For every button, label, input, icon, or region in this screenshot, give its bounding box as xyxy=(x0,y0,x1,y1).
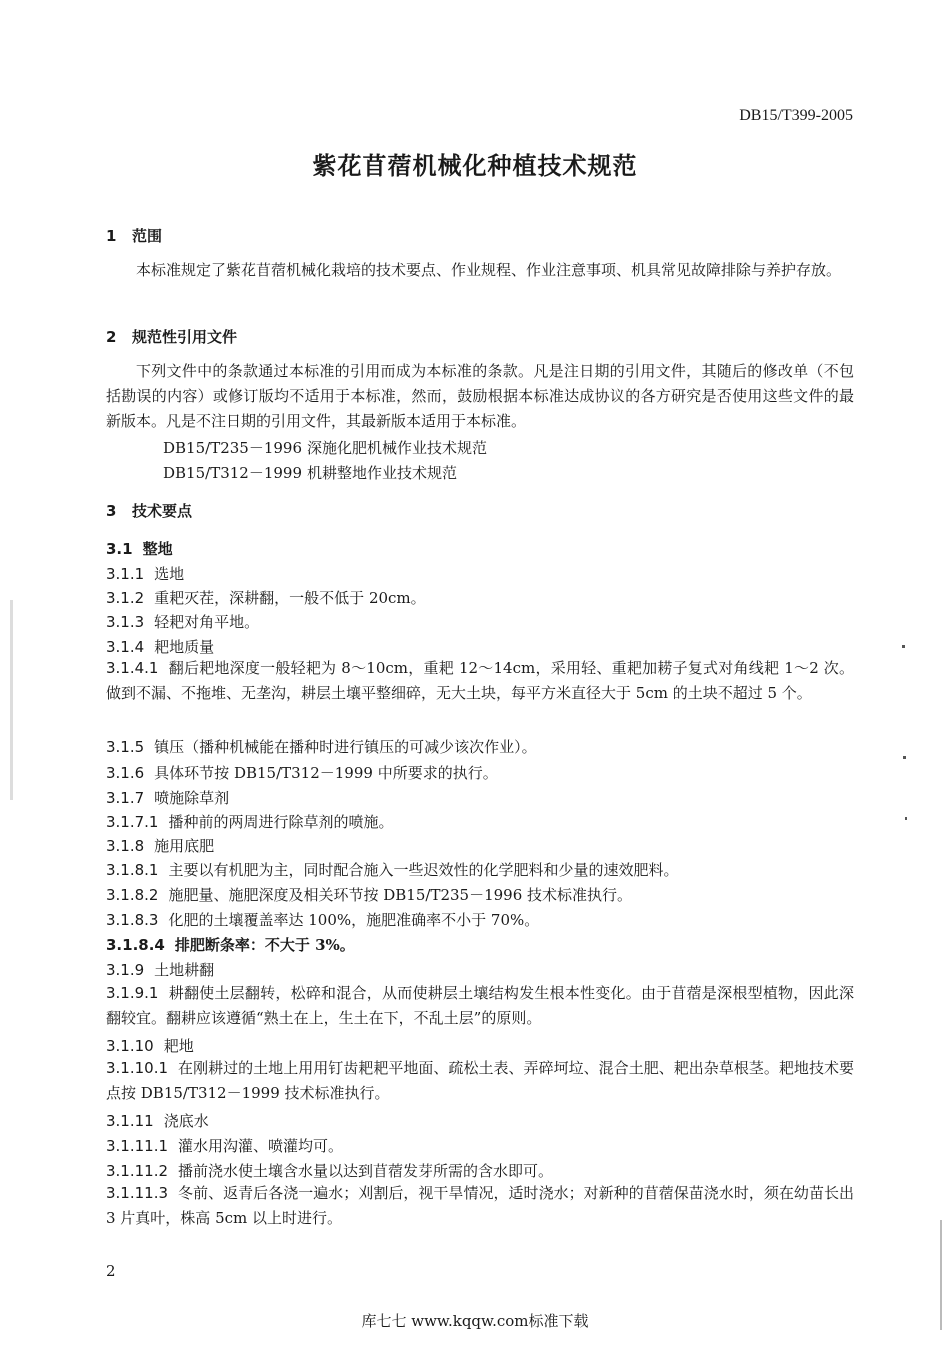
clause-text: 耙地质量 xyxy=(154,638,215,656)
clause-text: 整地 xyxy=(142,540,173,558)
clause-3-1-3 xyxy=(106,611,259,632)
clause-number: 3.1.10 xyxy=(106,1037,154,1055)
section-3-heading xyxy=(106,500,192,521)
clause-number: 3.1.3 xyxy=(106,613,145,631)
section-number: 1 xyxy=(106,227,117,245)
clause-3-1-9-1 xyxy=(106,981,854,1031)
clause-number: 3.1.8.4 xyxy=(106,936,165,954)
document-title: 紫花苜蓿机械化种植技术规范 xyxy=(312,152,638,180)
clause-3-1-8-1 xyxy=(106,859,679,880)
clause-text: 播前浇水使土壤含水量以达到苜蓿发芽所需的含水即可。 xyxy=(178,1162,554,1180)
clause-text: 具体环节按 DB15/T312－1999 中所要求的执行。 xyxy=(154,764,498,782)
clause-text: 排肥断条率：不大于 3%。 xyxy=(174,936,355,954)
clause-text: 施肥量、施肥深度及相关环节按 DB15/T235－1996 技术标准执行。 xyxy=(168,886,633,904)
clause-3-1-2 xyxy=(106,587,426,608)
clause-number: 3.1.2 xyxy=(106,589,145,607)
clause-number: 3.1.9.1 xyxy=(106,984,159,1002)
section-1-text: 本标准规定了紫花苜蓿机械化栽培的技术要点、作业规程、作业注意事项、机具常见故障排除与养护存放。 xyxy=(136,261,842,279)
reference-title: 机耕整地作业技术规范 xyxy=(307,464,458,482)
clause-number: 3.1.5 xyxy=(106,738,145,756)
clause-3-1-10 xyxy=(106,1035,194,1056)
scan-edge-line xyxy=(940,1220,942,1330)
scan-speck xyxy=(902,645,905,648)
clause-number: 3.1.6 xyxy=(106,764,145,782)
clause-text: 主要以有机肥为主，同时配合施入一些迟效性的化学肥料和少量的速效肥料。 xyxy=(168,861,679,879)
section-2-text: 下列文件中的条款通过本标准的引用而成为本标准的条款。凡是注日期的引用文件，其随后的修改单（不包括勘误的内容）或修订版均不适用于本标准，然而，鼓励根据本标准达成协议的各方研究是否使用这些文件的最新版本。凡是不注日期的引用文件，其最新版本适用于本标准。 xyxy=(106,362,854,430)
section-number: 2 xyxy=(106,328,117,346)
clause-text: 耕翻使土层翻转，松碎和混合，从而使耕层土壤结构发生根本性变化。由于苜蓿是深根型植物，因此深翻较宜。翻耕应该遵循“熟土在上，生土在下，不乱土层”的原则。 xyxy=(106,984,854,1027)
clause-3-1-11 xyxy=(106,1110,209,1131)
page-number: 2 xyxy=(106,1262,116,1280)
scan-speck xyxy=(903,756,906,759)
clause-number: 3.1.11 xyxy=(106,1112,154,1130)
clause-number: 3.1.7 xyxy=(106,789,145,807)
clause-number: 3.1.4.1 xyxy=(106,659,159,677)
reference-title: 深施化肥机械作业技术规范 xyxy=(307,439,488,457)
normative-reference xyxy=(163,437,487,458)
clause-3-1-11-2 xyxy=(106,1160,553,1181)
clause-text: 播种前的两周进行除草剂的喷施。 xyxy=(168,813,394,831)
clause-3-1 xyxy=(106,538,173,559)
clause-text: 镇压（播种机械能在播种时进行镇压的可减少该次作业）。 xyxy=(154,738,537,756)
reference-code: DB15/T235－1996 xyxy=(163,439,302,457)
clause-number: 3.1.7.1 xyxy=(106,813,159,831)
clause-3-1-7-1 xyxy=(106,811,394,832)
clause-3-1-4 xyxy=(106,636,214,657)
clause-number: 3.1.9 xyxy=(106,961,145,979)
section-number: 3 xyxy=(106,502,117,520)
clause-3-1-8-4 xyxy=(106,934,355,955)
normative-reference xyxy=(163,462,457,483)
standard-code: DB15/T399-2005 xyxy=(739,107,853,124)
clause-text: 化肥的土壤覆盖率达 100%，施肥准确率不小于 70%。 xyxy=(168,911,540,929)
section-title: 范围 xyxy=(132,227,163,245)
clause-3-1-7 xyxy=(106,787,229,808)
clause-number: 3.1.8.1 xyxy=(106,861,159,879)
clause-3-1-4-1 xyxy=(106,656,854,706)
clause-3-1-1 xyxy=(106,563,184,584)
clause-text: 灌水用沟灌、喷灌均可。 xyxy=(178,1137,344,1155)
clause-number: 3.1.10.1 xyxy=(106,1059,169,1077)
clause-text: 在刚耕过的土地上用用钉齿耙耙平地面、疏松土表、弄碎坷垃、混合土肥、耙出杂草根茎。耙地技术要点按 DB15/T312－1999 技术标准执行。 xyxy=(106,1059,854,1102)
scan-speck xyxy=(905,817,907,820)
clause-3-1-6 xyxy=(106,762,498,783)
clause-3-1-8-3 xyxy=(106,909,539,930)
clause-number: 3.1.8.2 xyxy=(106,886,159,904)
clause-number: 3.1 xyxy=(106,540,133,558)
reference-code: DB15/T312－1999 xyxy=(163,464,302,482)
clause-number: 3.1.11.2 xyxy=(106,1162,169,1180)
clause-3-1-8 xyxy=(106,835,214,856)
footer-watermark: 库七七 www.kqqw.com标准下载 xyxy=(361,1312,589,1330)
clause-3-1-11-1 xyxy=(106,1135,343,1156)
clause-number: 3.1.11.3 xyxy=(106,1184,169,1202)
clause-number: 3.1.8.3 xyxy=(106,911,159,929)
clause-text: 翻后耙地深度一般轻耙为 8～10cm，重耙 12～14cm，采用轻、重耙加耢子复式对角线耙 1～2 次。做到不漏、不拖堆、无垄沟，耕层土壤平整细碎，无大土块，每平方米直径大于 5cm 的土块不超过 5 个。 xyxy=(106,659,854,702)
section-title: 规范性引用文件 xyxy=(132,328,238,346)
clause-number: 3.1.1 xyxy=(106,565,145,583)
clause-text: 耙地 xyxy=(163,1037,194,1055)
clause-text: 施用底肥 xyxy=(154,837,215,855)
clause-text: 选地 xyxy=(154,565,185,583)
clause-number: 3.1.4 xyxy=(106,638,145,656)
clause-text: 土地耕翻 xyxy=(154,961,215,979)
section-title: 技术要点 xyxy=(132,502,193,520)
clause-3-1-9 xyxy=(106,959,214,980)
clause-text: 浇底水 xyxy=(163,1112,209,1130)
clause-3-1-11-3 xyxy=(106,1181,854,1231)
clause-number: 3.1.8 xyxy=(106,837,145,855)
clause-3-1-5 xyxy=(106,736,537,757)
section-2-heading xyxy=(106,326,237,347)
scan-edge-noise xyxy=(10,600,13,800)
section-1-heading xyxy=(106,225,162,246)
clause-3-1-10-1 xyxy=(106,1056,854,1106)
clause-text: 冬前、返青后各浇一遍水；刈割后，视干旱情况，适时浇水；对新种的苜蓿保苗浇水时，须在幼苗长出 3 片真叶，株高 5cm 以上时进行。 xyxy=(106,1184,854,1227)
clause-text: 喷施除草剂 xyxy=(154,789,230,807)
clause-number: 3.1.11.1 xyxy=(106,1137,169,1155)
clause-text: 轻耙对角平地。 xyxy=(154,613,260,631)
clause-3-1-8-2 xyxy=(106,884,632,905)
clause-text: 重耙灭茬，深耕翻，一般不低于 20cm。 xyxy=(154,589,426,607)
